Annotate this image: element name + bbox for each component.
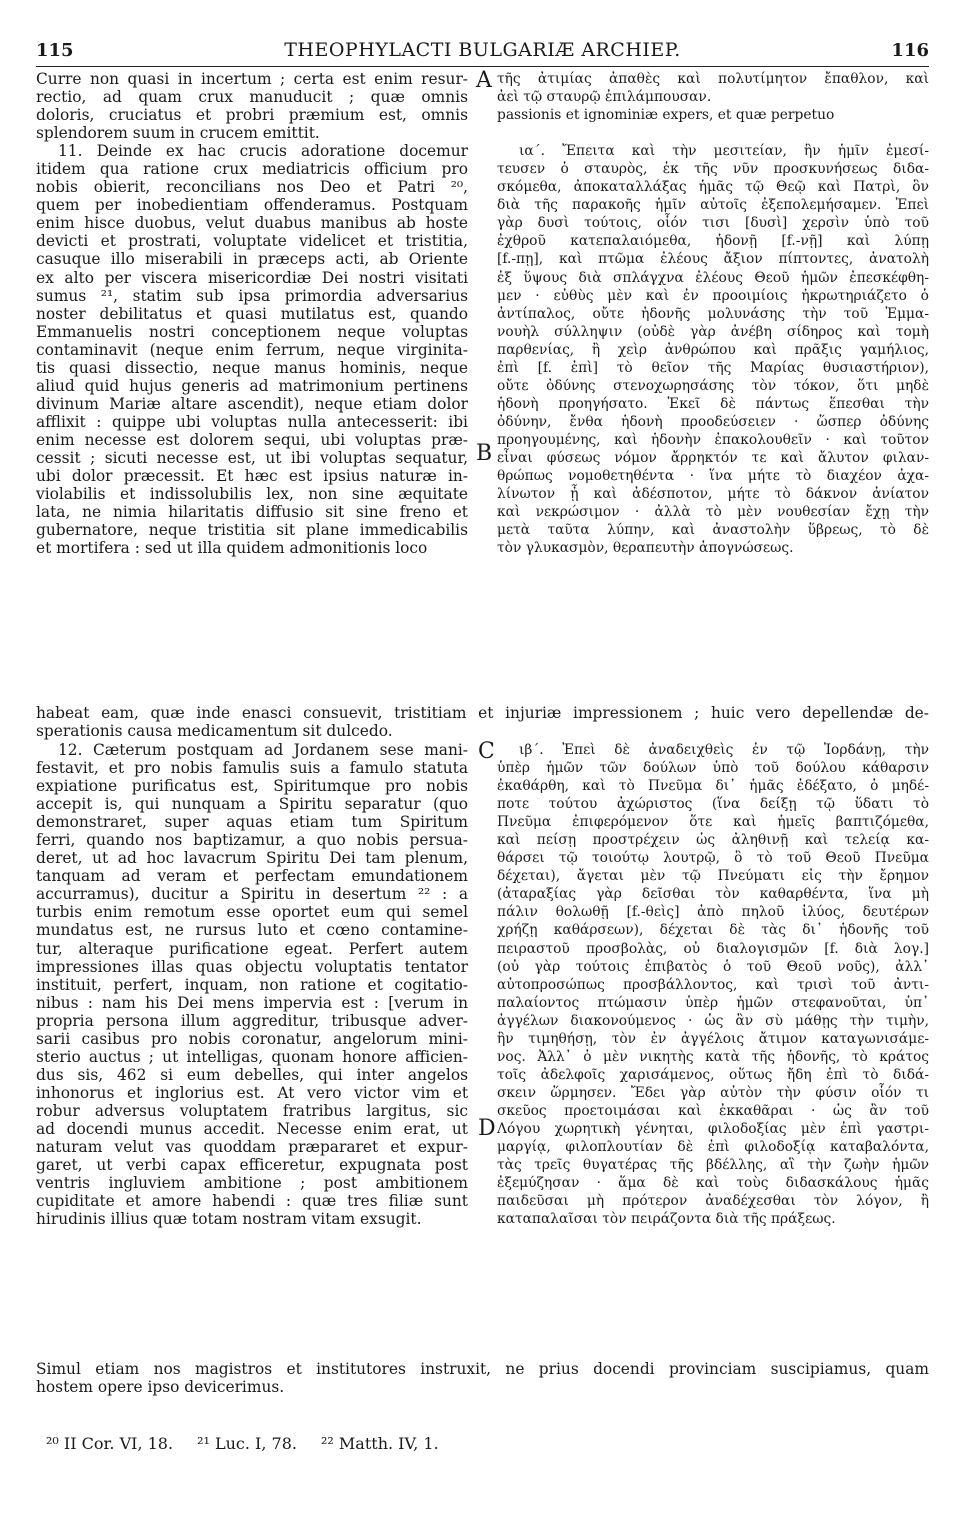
full-width-lines-2 [36,1360,929,1396]
text-line: rectio, ad quam crux manuducit ; quæ omnis [36,88,468,107]
text-line: habeat eam, quæ inde enasci consuevit, tristitiam et injuriæ impressionem ; huic vero depellendæ de- [36,704,929,722]
text-line: γὰρ δυσὶ τούτοις, οἷόν τισι [δυσὶ] χερσὶν ὑπὸ τοῦ [497,215,929,232]
text-line: turbis enim remotum esse oportet eum qui semel [36,903,468,922]
text-line: naturam velut vas quoddam præpararet et expur- [36,1138,468,1157]
margin-marker-a: A [476,68,492,93]
text-line: τὰς τρεῖς θυγατέρας τῆς βδέλλης, αἳ τὴν ζωὴν ἡμῶν [497,1157,929,1174]
text-line: μεν · εὐθὺς μὲν καὶ ἐν προοιμίοις ἠκρωτηριάζετο ὁ [497,287,929,304]
text-line: itidem qua ratione crux mediatricis officium pro [36,160,468,179]
text-line: ἐκαθάρθη, καὶ τὸ Πνεῦμα δι᾽ ἡμᾶς ἐδέξατο, ὁ μηδέ- [497,778,929,795]
text-line: ex alto per viscera misericordiæ Dei nostri visitati [36,268,468,287]
text-line: ἡδονὴ προηγήσατο. Ἐκεῖ δὲ πάντως ἕπεσθαι τὴν [497,395,929,412]
text-line: ἣν τιμηθήσῃ, τὸν ἐν ἀγγέλοις ἄτιμον καταγωνισάμε- [497,1030,929,1047]
text-line: violabilis et indissolubilis lex, non sine æquitate [36,485,468,504]
text-line: ἀγγέλων διακονούμενος · ὡς ἂν σὺ μάθῃς τὴν τιμὴν, [497,1012,929,1029]
text-line: tur, alteraque purificatione egeat. Perfert autem [36,939,468,958]
text-line: (οὐ γὰρ τούτοις ἐπιβατὸς ὁ τοῦ Θεοῦ νοῦς), ἀλλ᾽ [497,958,929,975]
text-line: τῆς ἀτιμίας ἀπαθὲς καὶ πολυτίμητον ἔπαθλον, καὶ [497,71,929,87]
text-line: ἐξεμύζησαν · ἅμα δὲ καὶ τοὺς διδασκάλους ἡμᾶς [497,1175,929,1192]
text-line: accurramus), ducitur a Spiritu in desertum ²² : a [36,885,468,904]
text-line: devicti et prostrati, voluptate videlicet et tristitia, [36,232,468,251]
text-line: Curre non quasi in incertum ; certa est enim resur- [36,70,468,88]
text-line: σκεῦος προετοιμάσαι καὶ ἐκκαθᾶραι · ὡς ἂν τοῦ [497,1102,929,1119]
margin-marker-b: B [476,441,493,466]
text-line: quem per inobedientiam offenderamus. Postquam [36,196,468,215]
text-line: doloris, cruciatus et probri præmium est, omnis [36,106,468,125]
text-line: 11. Deinde ex hac crucis adoratione docemur [58,142,468,161]
text-line: garet, ut verbi capax efficeretur, expugnata post [36,1156,468,1175]
text-line: τευσεν ὁ σταυρὸς, ἐκ τῆς νῦν προσκυνήσεως διδα- [497,161,929,178]
text-line: noster debilitatus et quasi mutilatus est, quando [36,304,468,323]
text-line: sarii casibus pro nobis coronatur, angelorum mini- [36,1029,468,1048]
text-line: cupiditate et amore habendi : quæ tres filiæ sunt [36,1192,468,1211]
text-line: θάρσει τῷ τοιούτῳ λουτρῷ, ὃ τὸ τοῦ Θεοῦ Πνεῦμα [497,850,929,867]
text-line: προηγουμένης, καὶ ἡδονὴν ἐπακολουθεῖν · καὶ τοῦτον [497,431,929,448]
text-line: splendorem suum in crucem emittit. [36,124,320,143]
text-line: μαργίᾳ, φιλοπλουτίαν δὲ ἐπὶ φιλοδοξίᾳ καταβαλόντα, [497,1139,929,1156]
running-header [36,36,929,67]
left-page-number: 115 [36,40,74,61]
text-line: impressiones illas quas objectu voluptatis tentator [36,957,468,976]
text-line: καὶ νεκρώσιμον · ἀλλὰ τὸ μὲν νουθεσίαν ἔχῃ τὴν [497,504,929,521]
text-line: ἐπὶ [f. ἐπὶ] τὸ θεῖον τῆς Μαρίας θυσιαστήριον), [497,359,929,376]
text-line: μετὰ ταῦτα λύπην, καὶ ἀναστολὴν ὕβρεως, τὸ δὲ [497,522,929,539]
text-line: et mortifera : sed ut illa quidem admonitionis loco [36,539,428,558]
full-width-lines-1 [36,704,929,740]
text-line: λίνωτον ᾖ καὶ ἀδέσποτον, μήτε τὸ δάκνον ἀνίατον [497,486,929,503]
text-line: ἐχθροῦ κατεπαλαιόμεθα, ἡδονῇ [f.-νῇ] καὶ λύπῃ [497,233,929,250]
text-line: ὀδύνην, ἔνθα ἡδονὴ προοδεύσειεν · ὥσπερ ὀδύνης [497,413,929,430]
text-line: ubi dolor præcessit. Et hæc est ipsius naturæ in- [36,467,468,486]
text-line: [f.-πῃ], καὶ πτῶμα ἐλέους ἄξιον πίπτοντες, ἀνατολὴ [497,251,929,268]
text-line: καὶ πείσῃ προστρέχειν ὡς ἀληθινῇ καὶ τελείᾳ κα- [497,832,929,849]
text-line: ventris ingluviem ambitione ; post ambitionem [36,1174,468,1193]
footnote: ²¹ Luc. I, 78. [197,1434,297,1453]
text-line: sperationis causa medicamentum sit dulcedo. [36,722,393,741]
footnote: ²² Matth. IV, 1. [321,1434,439,1453]
text-line: lata, ne nimia hilaritatis diffusio sit sine freno et [36,503,468,522]
text-line: Λόγου χωρητικὴ γένηται, φιλοδοξίας μὲν ἐπὶ γαστρι- [497,1120,929,1137]
text-line: mundatus est, ne rursus luto et cœno contamine- [36,921,468,940]
text-line: αὐτοπροσώπως προσβάλλοντος, καὶ τρισὶ τοῦ ἀντι- [497,976,929,993]
text-line: τοῖς ἀδελφοῖς χαρισάμενος, οὕτως ἤδη ἐπὶ τὸ διδά- [497,1066,929,1083]
greek-column-bottom [497,741,929,1228]
text-line: instituit, perfert, inquam, non ratione et cogitatio- [36,975,468,994]
text-line: hirudinis illius quæ totam nostram vitam exsugit. [36,1210,422,1229]
text-line: hostem opere ipso devicerimus. [36,1378,285,1397]
text-line: tis quasi dissectio, neque manus hominis, neque [36,358,468,377]
text-line: ad docendi munus accedit. Necesse enim erat, ut [36,1119,468,1138]
text-line: ιβ΄. Ἐπεὶ δὲ ἀναδειχθεὶς ἐν τῷ Ἰορδάνῃ, τὴν [519,742,929,758]
text-line: cessit ; sicuti necesse est, ut ibi voluptas sequatur, [36,448,468,467]
text-line: Emmanuelis nostri conceptionem neque voluptas [36,322,468,341]
text-line: aliud quid hujus generis ad matrimonium pertinens [36,376,468,395]
text-line: (ἀταραξίας γὰρ δεῖσθαι τὸν καθαρθέντα, ἵνα μὴ [497,886,929,903]
text-line: nibus : nam his Dei mens impervia est : [verum in [36,993,468,1012]
latin-column-bottom [36,741,468,1228]
text-line: propria persona illum aggreditur, tribusque adver- [36,1011,468,1030]
text-line: Πνεῦμα ἐπιφερόμενον ὅτε καὶ ἡμεῖς βαπτιζόμεθα, [497,814,929,831]
text-line: divinum Mariæ altare ascendit), neque etiam dolor [36,394,468,413]
text-line: ια΄. Ἔπειτα καὶ τὴν μεσιτείαν, ἣν ἡμῖν ἐμεσί- [519,143,929,160]
text-line: ἀντίπαλος, οὔτε ἡδονῆς μολυνάσης τὴν τοῦ Ἐμμα- [497,305,929,322]
text-line: contaminavit (neque enim ferrum, neque virginita- [36,340,468,359]
text-line: παλαίοντος πτώμασιν ὑπὲρ ἡμῶν στεφανοῦται, ὑπ᾽ [497,994,929,1011]
text-line: νος. Ἀλλ᾽ ὁ μὲν νικητὴς κατὰ τῆς ἡδονῆς, τὸ κράτος [497,1048,929,1065]
text-line: nobis obierit, reconcilians nos Deo et Patri ²⁰, [36,178,468,197]
footnotes [46,1434,463,1453]
text-line: tanquam ad veram et perfectam emundationem [36,867,468,886]
text-line: passionis et ignominiæ expers, et quæ perpetuo [497,107,835,124]
text-line: καταπαλαῖσαι τὸν πειράζοντα διὰ τῆς πράξεως. [497,1211,836,1228]
text-line: robur adversus voluptatem fratribus largitus, sic [36,1101,468,1120]
text-line: demonstraret, super aquas etiam tum Spiritum [36,813,468,832]
latin-column-top [36,70,468,557]
text-line: afflixit : quippe ubi voluptas nulla antecesserit: ibi [36,412,468,431]
text-line: enim hisce duobus, velut duabus manibus ab hoste [36,214,468,233]
text-line: δέχεται), ἄγεται μὲν τῷ Πνεύματι εἰς τὴν ἔρημον [497,868,929,885]
text-line: accepit is, qui nunquam a Spiritu separatur (quo [36,795,468,814]
text-line: χρήζῃ καθάρσεων), δέχεται δὲ τὰς δι᾽ ἡδονῆς τοῦ [497,922,929,939]
margin-marker-c: C [478,739,495,764]
text-line: εἶναι φύσεως νόμον ἄρρηκτόν τε καὶ ἄλυτον φιλαν- [497,449,929,466]
text-line: παρθενίας, ἢ χεὶρ ἀνθρώπου καὶ πρᾶξις γαμήλιος, [497,341,929,358]
text-line: ποτε τούτου ἀχώριστος (ἵνα δείξῃ τῷ ὕδατι τὸ [497,796,929,813]
text-line: casuque illo miserabili in præceps acti, ab Oriente [36,250,468,269]
text-line: θρώπως νομοθετηθέντα · ἵνα μήτε τὸ διαχέον ἀχα- [497,468,929,485]
text-line: festavit, et pro nobis famulis suis a famulo statuta [36,759,468,778]
text-line: ferri, quando nos baptizamur, a quo nobis persua- [36,831,468,850]
running-title: THEOPHYLACTI BULGARIÆ ARCHIEP. [284,39,681,61]
text-line: ἀεὶ τῷ σταυρῷ ἐπιλάμπουσαν. [497,89,712,106]
text-line: deret, ut ad hoc lavacrum Spiritu Dei tam plenum, [36,849,468,868]
text-line: οὔτε ὀδύνης στενοχωρησάσης τὸν τόκον, ὅτι μηδὲ [497,377,929,394]
text-line: ὑπὲρ ἡμῶν τῶν δούλων ὑπὸ τοῦ δούλου κάθαρσιν [497,760,929,777]
text-line: enim necesse est dolorem sequi, ubi voluptas præ- [36,430,468,449]
text-line: sumus ²¹, statim sub ipsa primordia adversarius [36,286,468,305]
text-line: διὰ τῆς παρακοῆς ἡμῖν αὐτοῖς ἐξεπολεμήσαμεν. Ἐπεὶ [497,197,929,214]
text-line: πειραστοῦ προσβολὰς, οὐ διαλογισμῶν [f. διὰ λογ.] [497,940,929,957]
text-line: πάλιν θολωθῇ [f.-θεὶς] ἀπὸ πηλοῦ ἰλύος, δευτέρων [497,904,929,921]
text-line: dus sis, 462 si eum debelles, qui inter angelos [36,1065,468,1084]
text-line: τὸν γλυκασμὸν, θεραπευτὴν ἀπογνώσεως. [497,540,794,557]
text-line: 12. Cæterum postquam ad Jordanem sese mani- [58,741,468,759]
text-line: gubernatore, neque tristitia sit plane immedicabilis [36,521,468,540]
text-line: σκόμεθα, ἀποκαταλλάξας ἡμᾶς τῷ Θεῷ καὶ Πατρὶ, ὃν [497,179,929,196]
margin-marker-d: D [478,1116,496,1141]
greek-column-top [497,70,929,557]
text-line: παιδεῦσαι μὴ πρότερον ἀναδέχεσθαι τὸν λόγον, ἢ [497,1193,929,1210]
text-line: expiatione purificatus est, Spiritumque pro nobis [36,777,468,796]
text-line: νουὴλ σύλληψιν (οὐδὲ γὰρ ἀνέβη σίδηρος καὶ τομὴ [497,323,929,340]
text-line: inhonorus et inglorius est. At vero victor vim et [36,1083,468,1102]
footnote: ²⁰ II Cor. VI, 18. [46,1434,174,1453]
text-line: ἐξ ὕψους διὰ σπλάγχνα ἐλέους Θεοῦ ἡμῶν ἐπεσκέφθη- [497,269,929,286]
text-line [497,124,929,142]
right-page-number: 116 [891,40,929,61]
text-line: Simul etiam nos magistros et institutores instruxit, ne prius docendi provinciam suscipiamus, quam [36,1360,929,1378]
text-line: sterio auctus ; ut intelligas, quonam honore afficien- [36,1047,468,1066]
text-line: σκειν ὥρμησεν. Ἔδει γὰρ αὐτὸν τὴν φύσιν οἷόν τι [497,1084,929,1101]
